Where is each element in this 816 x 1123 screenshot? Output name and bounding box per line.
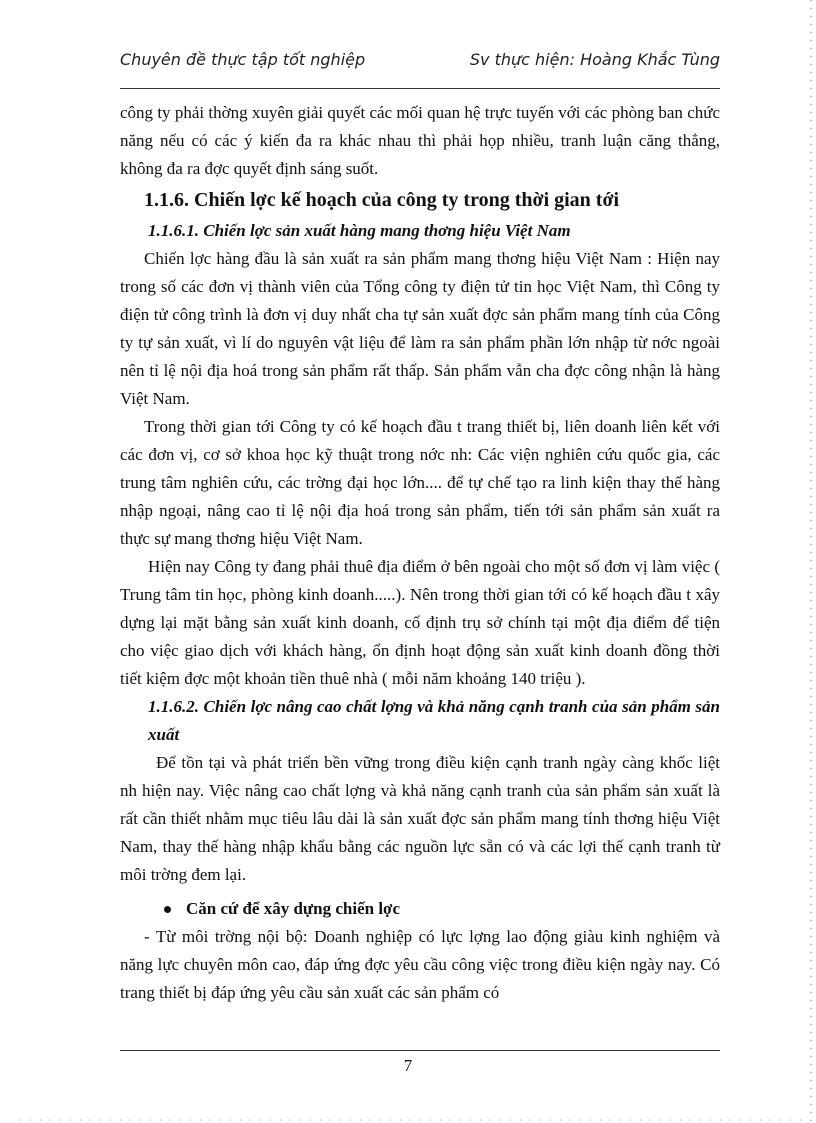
footer-rule [120, 1050, 720, 1051]
subsection-heading-1-1-6-1: 1.1.6.1. Chiến lợc sản xuất hàng mang thơng hiệu Việt Nam [148, 221, 571, 240]
subsection-heading-1-1-6-2: 1.1.6.2. Chiến lợc nâng cao chất lợng và khả năng cạnh tranh của sản phẩm sản xuất [148, 697, 720, 744]
bullet-text: Căn cứ để xây dựng chiến lợc [186, 899, 400, 918]
page-bottom-dotted-border [20, 1119, 810, 1121]
page-edge-dotted-border [810, 0, 812, 1123]
paragraph-6: - Từ môi trờng nội bộ: Doanh nghiệp có lực lợng lao động giàu kinh nghiệm và năng lực chuyên môn cao, đáp ứng đợc yêu cầu công việc trong điều kiện ngày nay. Có trang thiết bị đáp ứng yêu cầu sản xuất các sản phẩm có [120, 927, 720, 1002]
paragraph-2: Chiến lợc hàng đầu là sản xuất ra sản phẩm mang thơng hiệu Việt Nam : Hiện nay trong số các đơn vị thành viên của Tổng công ty điện tử tin học Việt Nam, thì Công ty điện tử công trình là đơn vị duy nhất cha tự sản xuất đợc sản phẩm mang tính của Công ty tự sản xuất, vì lí do nguyên vật liệu để làm ra sản phẩm phần lớn nhập từ nớc ngoài nên tỉ lệ nội địa hoá trong sản phẩm rất thấp. Sản phẩm vẫn cha đợc công nhận là hàng Việt Nam. [120, 249, 720, 408]
page-number: 7 [403, 1056, 413, 1075]
paragraph-5: Để tồn tại và phát triển bền vững trong điều kiện cạnh tranh ngày càng khốc liệt nh hiện nay. Việc nâng cao chất lợng và khả năng cạnh tranh của sản phẩm sản xuất là rất cần thiết nhằm mục tiêu lâu dài là sản xuất đợc sản phẩm mang tính thơng hiệu Việt Nam, thay thế hàng nhập khẩu bằng các nguồn lực sẵn có và các lợi thế cạnh tranh từ môi trờng đem lại. [120, 753, 720, 884]
header-rule [120, 88, 720, 89]
paragraph-1: công ty phải thờng xuyên giải quyết các mối quan hệ trực tuyến với các phòng ban chức năng nếu có các ý kiến đa ra khác nhau thì phải họp nhiều, tranh luận căng thẳng, không đa ra đợc quyết định sáng suốt. [120, 103, 720, 178]
section-heading-1-1-6: 1.1.6. Chiến lợc kế hoạch của công ty trong thời gian tới [144, 189, 620, 211]
paragraph-3: Trong thời gian tới Công ty có kế hoạch đầu t trang thiết bị, liên doanh liên kết với các đơn vị, cơ sở khoa học kỹ thuật trong nớc nh: Các viện nghiên cứu quốc gia, các trung tâm nghiên cứu, các trờng đại học lớn.... để tự chế tạo ra linh kiện thay thế hàng nhập ngoại, nâng cao tỉ lệ nội địa hoá trong sản phẩm, tiến tới sản phẩm sản xuất ra thực sự mang thơng hiệu Việt Nam. [120, 417, 720, 548]
header-right: Sv thực hiện: Hoàng Khắc Tùng [469, 50, 720, 69]
bullet-dot-icon [164, 906, 171, 913]
document-body [120, 99, 720, 1007]
header-left: Chuyên đề thực tập tốt nghiệp [120, 50, 366, 69]
bullet-item [120, 895, 720, 923]
paragraph-4: Hiện nay Công ty đang phải thuê địa điểm ở bên ngoài cho một số đơn vị làm việc ( Trung tâm tin học, phòng kinh doanh.....). Nên trong thời gian tới có kế hoạch đầu t xây dựng lại mặt bằng sản xuất kinh doanh, cố định trụ sở chính tại một địa điểm để tiện cho việc giao dịch với khách hàng, ổn định hoạt động sản xuất kinh doanh đồng thời tiết kiệm đợc một khoản tiền thuê nhà ( mỗi năm khoảng 140 triệu ). [120, 557, 720, 688]
